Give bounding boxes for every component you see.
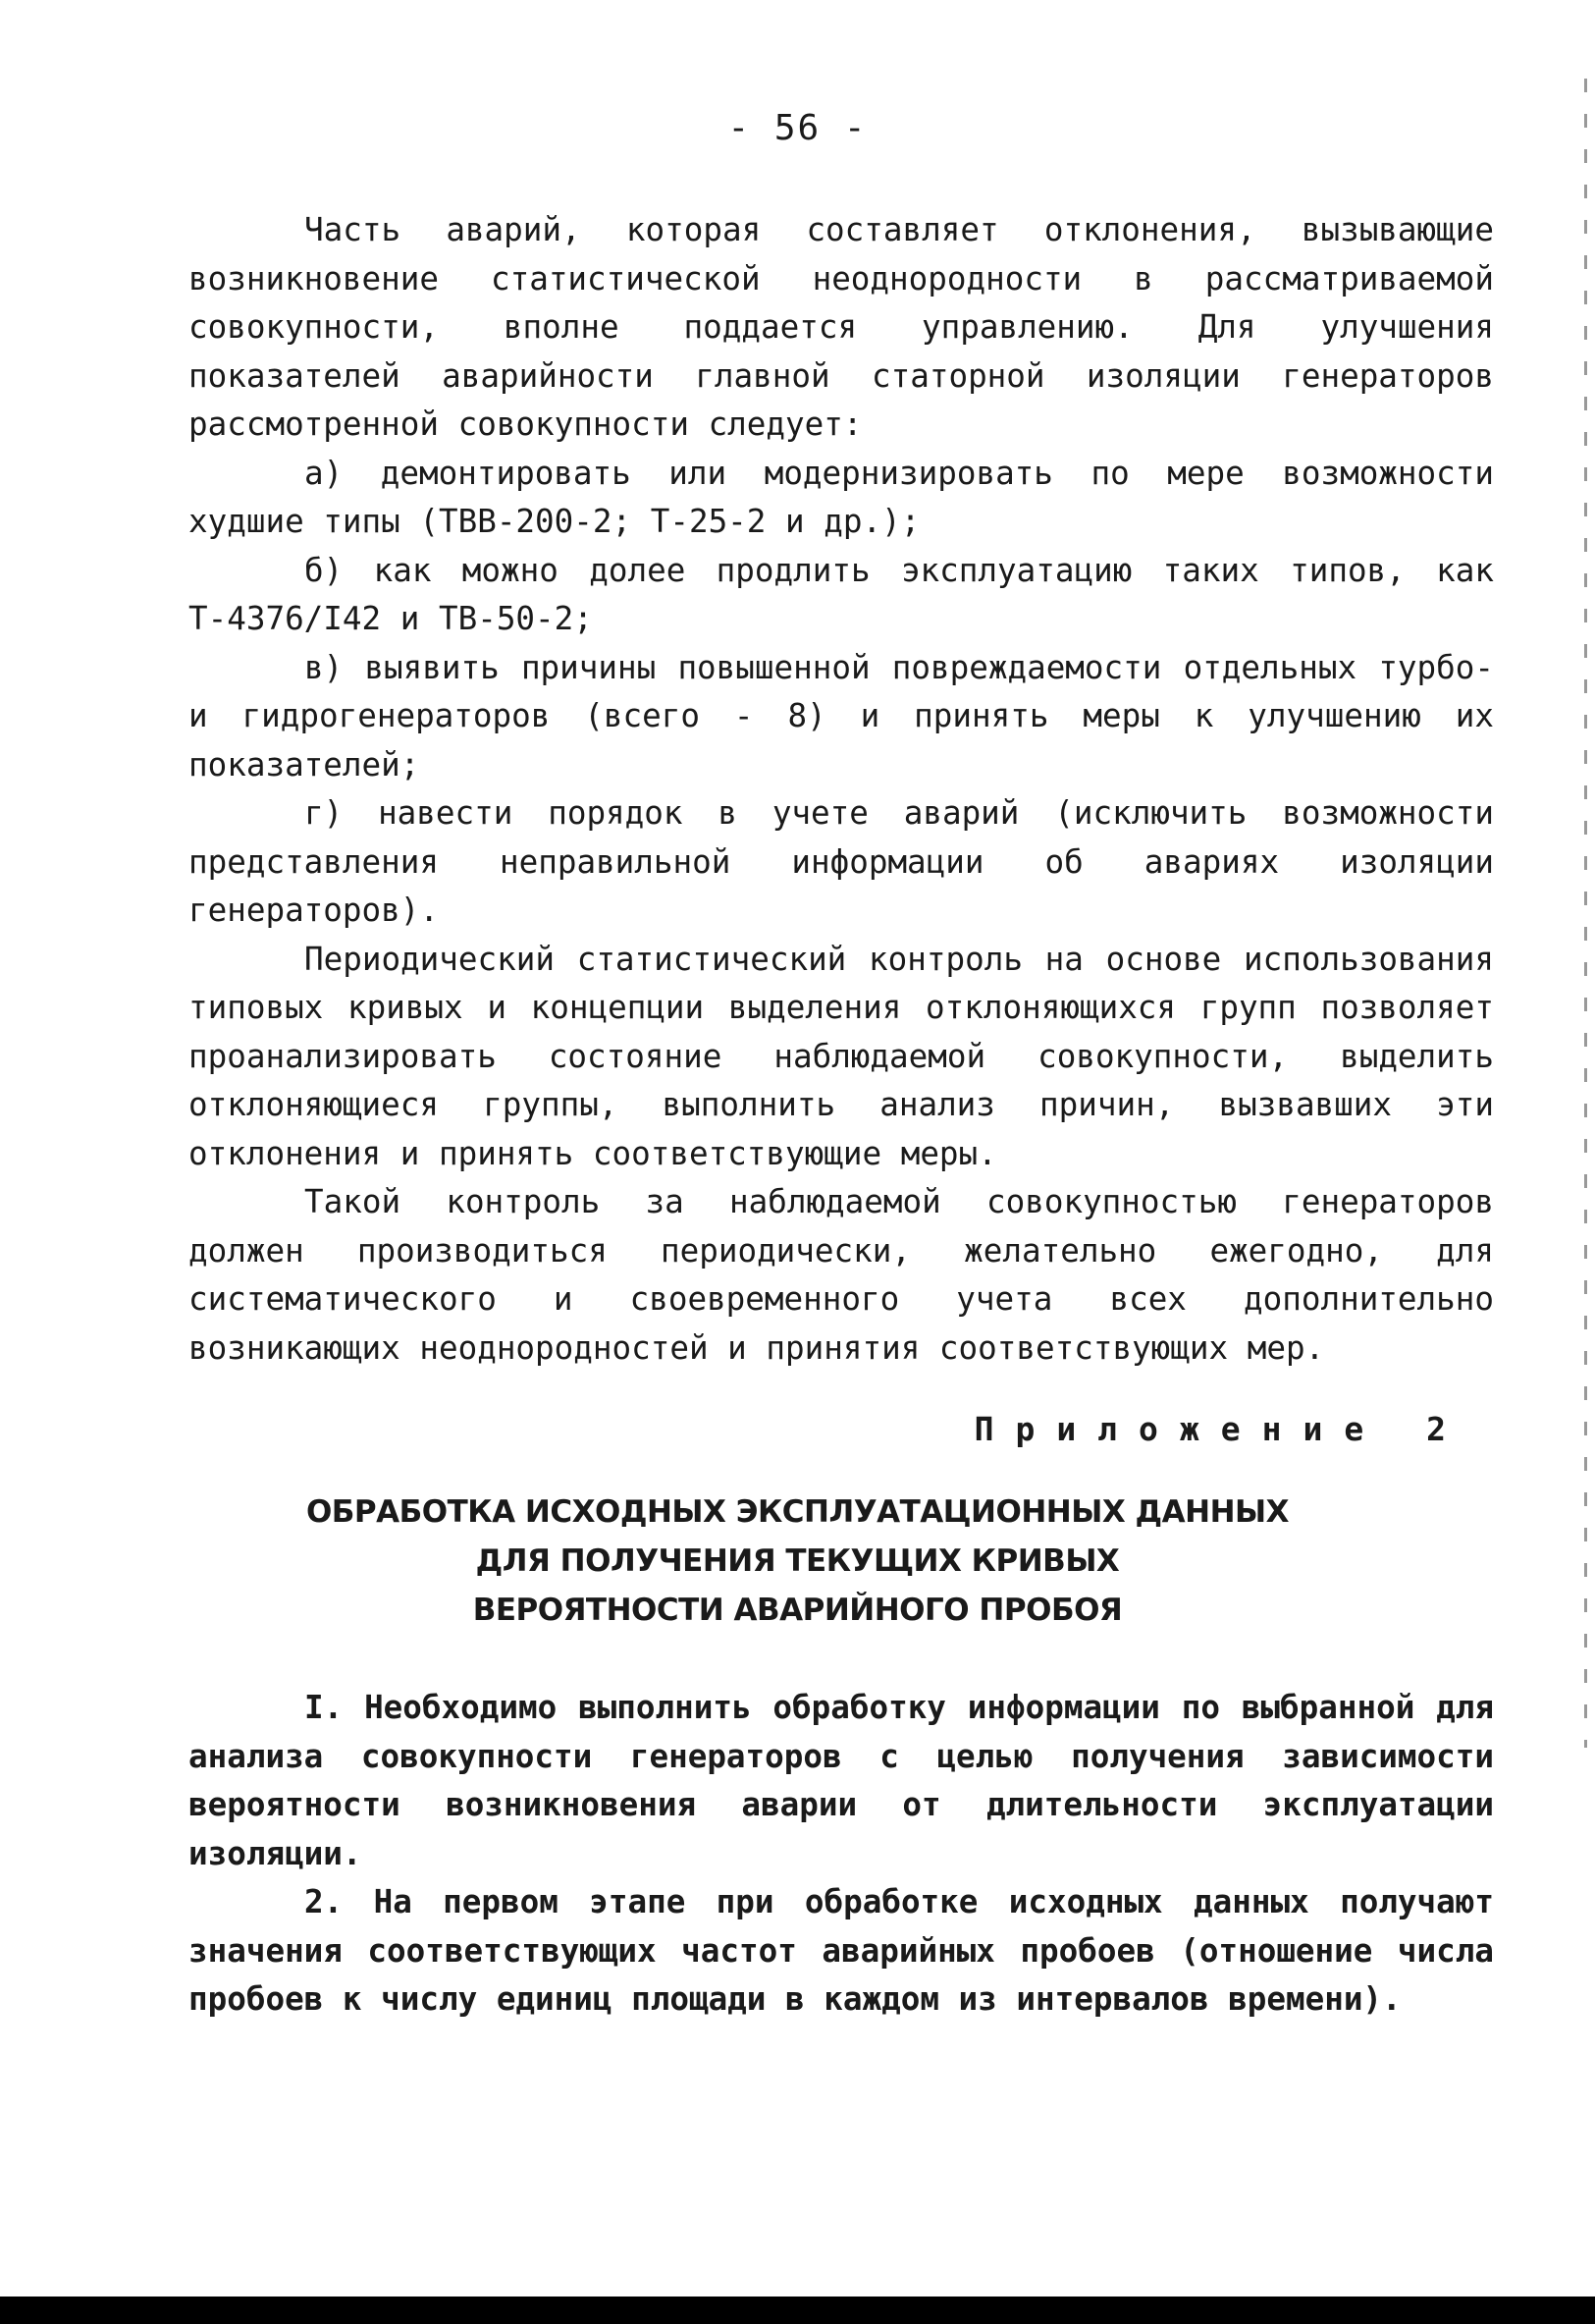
appendix-paragraph-2: 2. На первом этапе при обработке исходных данных получают значения соответствующих частот аварийных пробоев (отношение числа пробоев к числу единиц площади в каждом из интервалов времени).: [188, 1883, 1494, 2018]
list-item-g: г) навести порядок в учете аварий (исключить возможности представления неправильной информации об авариях изоляции генераторов).: [188, 794, 1494, 929]
appendix-paragraph-1: I. Необходимо выполнить обработку информации по выбранной для анализа совокупности генераторов с целью получения зависимости вероятности возникновения аварии от длительности эксплуатации изоляции.: [188, 1689, 1494, 1872]
appendix-label: Приложение 2: [974, 1410, 1467, 1448]
appendix-title: [294, 1487, 1301, 1635]
scan-bottom-border: [0, 2297, 1595, 2324]
paragraph-control: Периодический статистический контроль на основе использования типовых кривых и концепции выделения отклоняющихся групп позволяет проанализировать состояние наблюдаемой совокупности, выделить отклоняющиеся группы, выполнить анализ причин, вызвавших эти отклонения и принять соответствующие меры.: [188, 940, 1494, 1172]
paragraph-periodic: Такой контроль за наблюдаемой совокупностью генераторов должен производиться периодически, желательно ежегодно, для систематического и своевременного учета всех дополнительно возникающих неоднородностей и принятия соответствующих мер.: [188, 1183, 1494, 1367]
main-text: [188, 206, 1494, 1373]
appendix-title-line: ОБРАБОТКА ИСХОДНЫХ ЭКСПЛУАТАЦИОННЫХ ДАННЫХ: [305, 1494, 1290, 1530]
page-number: - 56 -: [727, 108, 868, 148]
appendix-text: [188, 1684, 1494, 2025]
list-item-v: в) выявить причины повышенной повреждаемости отдельных турбо- и гидрогенераторов (всего - 8) и принять меры к улучшению их показателей;: [188, 648, 1494, 784]
list-item-b: б) как можно долее продлить эксплуатацию таких типов, как Т-4376/I42 и ТВ-50-2;: [188, 551, 1494, 637]
paragraph-intro: Часть аварий, которая составляет отклонения, вызывающие возникновение статистической неоднородности в рассматриваемой совокупности, вполне поддается управлению. Для улучшения показателей аварийности главной статорной изоляции генераторов рассмотренной совокупности следует:: [188, 211, 1494, 443]
list-item-a: а) демонтировать или модернизировать по мере возможности худшие типы (ТВВ-200-2; Т-25-2 и др.);: [188, 454, 1494, 540]
appendix-title-line: ДЛЯ ПОЛУЧЕНИЯ ТЕКУЩИХ КРИВЫХ: [475, 1543, 1120, 1579]
scan-edge-artifact: [1584, 79, 1587, 1748]
appendix-title-line: ВЕРОЯТНОСТИ АВАРИЙНОГО ПРОБОЯ: [472, 1593, 1123, 1628]
